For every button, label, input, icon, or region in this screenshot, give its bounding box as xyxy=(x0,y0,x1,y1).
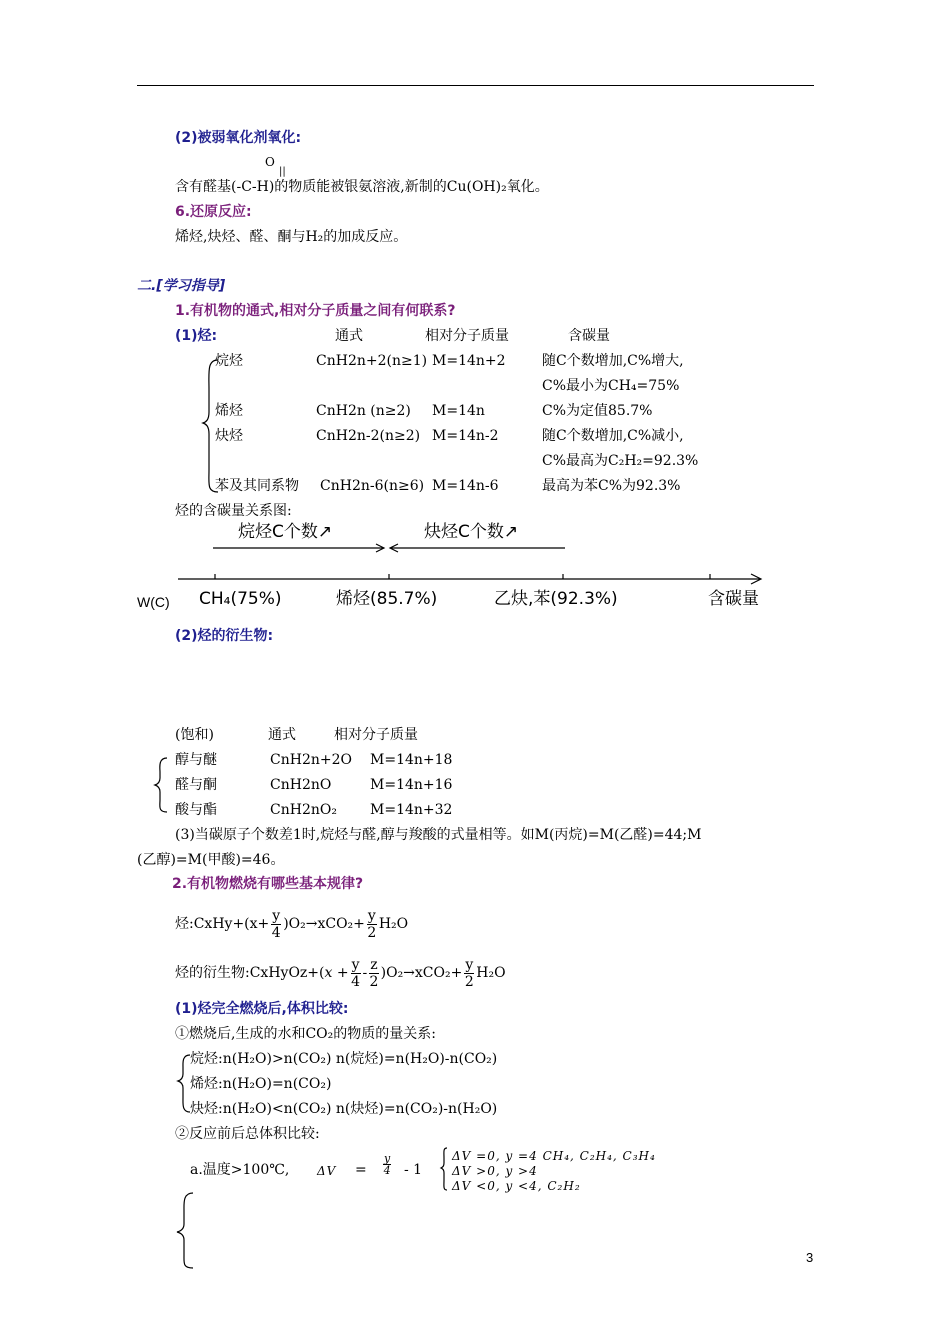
hc-eq-mid: )O₂→xCO₂+ xyxy=(283,916,365,932)
brace xyxy=(155,758,167,812)
deriv-name: 酸与酯 xyxy=(175,802,217,818)
q1-sub3-line1: (3)当碳原子个数差1时,烷烃与醛,醇与羧酸的式量相等。如M(丙烷)=M(乙醛)=44;M xyxy=(175,827,702,843)
tick-label: CH₄(75%) xyxy=(199,589,282,609)
brace xyxy=(178,1055,190,1112)
delta-equals: = xyxy=(355,1162,367,1178)
frac-den: 4 xyxy=(351,973,360,990)
delta-minus-one: - 1 xyxy=(404,1162,423,1178)
deriv-eq-x: x + xyxy=(324,965,349,981)
deriv-eq-minus: - xyxy=(362,965,368,981)
hc-carbon: 随C个数增加,C%增大, xyxy=(542,353,684,369)
hc-carbon2: C%最小为CH₄=75% xyxy=(542,378,680,394)
deriv-formula: CnH2nO₂ xyxy=(270,802,337,818)
deriv-name: 醛与酮 xyxy=(175,777,217,793)
q1-heading: 1.有机物的通式,相对分子质量之间有何联系? xyxy=(175,303,456,319)
tick-label: 乙炔,苯(92.3%) xyxy=(494,589,618,609)
hc-formula: CnH2n-6(n≥6) xyxy=(320,478,425,494)
water-co2-line: 烯烃:n(H₂O)=n(CO₂) xyxy=(190,1076,332,1092)
deriv-name: 醇与醚 xyxy=(175,752,217,768)
page-number: 3 xyxy=(806,1250,814,1265)
hc-mass: M=14n-2 xyxy=(432,428,499,444)
q2-heading: 2.有机物燃烧有哪些基本规律? xyxy=(172,876,364,892)
brace xyxy=(203,360,218,492)
col-mass: 相对分子质量 xyxy=(425,328,509,344)
q2-item2: ②反应前后总体积比较: xyxy=(175,1126,320,1142)
water-co2-line: 烷烃:n(H₂O)>n(CO₂) n(烷烃)=n(H₂O)-n(CO₂) xyxy=(190,1051,498,1067)
aldehyde-sentence: 含有醛基(-C-H)的物质能被银氨溶液,新制的Cu(OH)₂氧化。 xyxy=(175,179,549,195)
hc-name: 烷烃 xyxy=(215,353,243,369)
diagram-caption: 烃的含碳量关系图: xyxy=(175,503,292,519)
delta-case: ΔV >0, y >4 xyxy=(452,1164,538,1178)
aldehyde-oxygen: O xyxy=(265,155,275,169)
hc-carbon: 最高为苯C%为92.3% xyxy=(542,478,681,494)
col-carbon: 含碳量 xyxy=(568,328,610,344)
delta-case: ΔV =0, y =4 CH₄, C₂H₄, C₃H₄ xyxy=(452,1149,656,1163)
alkane-arrow-label: 烷烃C个数↗ xyxy=(238,522,333,542)
frac-num: y xyxy=(272,907,281,924)
hc-formula: CnH2n-2(n≥2) xyxy=(316,428,421,444)
col-formula: 通式 xyxy=(335,328,363,344)
water-co2-line: 炔烃:n(H₂O)<n(CO₂) n(炔烃)=n(CO₂)-n(H₂O) xyxy=(190,1101,498,1117)
frac-den: 2 xyxy=(369,973,379,990)
frac-den: 2 xyxy=(367,924,377,941)
deriv-formula: CnH2n+2O xyxy=(270,752,352,768)
tick-label: 含碳量 xyxy=(708,589,759,609)
deriv-mass: M=14n+32 xyxy=(370,802,453,818)
alkyne-arrow-label: 炔烃C个数↗ xyxy=(424,522,519,542)
frac-num: y xyxy=(351,956,360,973)
hc-formula: CnH2n (n≥2) xyxy=(316,403,411,419)
frac-num: z xyxy=(370,956,378,973)
brace xyxy=(441,1148,447,1190)
hc-name: 烯烃 xyxy=(215,403,243,419)
frac-den: 4 xyxy=(271,924,281,941)
hc-mass: M=14n+2 xyxy=(432,353,506,369)
frac-num: y xyxy=(465,956,474,973)
deriv-eq-mid: )O₂→xCO₂+ xyxy=(380,965,463,981)
tick-label: 烯烃(85.7%) xyxy=(336,589,438,609)
temp-prefix: a.温度>100℃, xyxy=(190,1162,290,1178)
hc-carbon: C%为定值85.7% xyxy=(542,403,653,419)
hc-carbon: 随C个数增加,C%减小, xyxy=(542,428,684,444)
deriv-header-mass: 相对分子质量 xyxy=(334,727,418,743)
s6-text: 烯烃,炔烃、醛、酮与H₂的加成反应。 xyxy=(175,229,408,245)
brace xyxy=(177,1193,193,1268)
deriv-header-saturated: (饱和) xyxy=(175,727,214,743)
delta-case: ΔV <0, y <4, C₂H₂ xyxy=(452,1179,581,1193)
frac-num: y xyxy=(367,907,376,924)
deriv-mass: M=14n+18 xyxy=(370,752,453,768)
q1-sub2: (2)烃的衍生物: xyxy=(175,628,274,644)
hc-formula: CnH2n+2(n≥1) xyxy=(316,353,428,369)
deriv-eq-prefix: 烃的衍生物:CxHyOz+( xyxy=(175,965,325,981)
deriv-eq-suffix: H₂O xyxy=(476,965,506,981)
section-title: 二.[学习指导] xyxy=(137,278,226,294)
axis-left-label: W(C) xyxy=(137,594,170,610)
frac-num: y xyxy=(384,1152,391,1165)
hc-mass: M=14n-6 xyxy=(432,478,499,494)
hc-carbon2: C%最高为C₂H₂=92.3% xyxy=(542,453,699,469)
hc-name: 炔烃 xyxy=(215,428,243,444)
q2-item1: ①燃烧后,生成的水和CO₂的物质的量关系: xyxy=(175,1026,436,1042)
deriv-header-formula: 通式 xyxy=(268,727,296,743)
q2-sub1: (1)烃完全燃烧后,体积比较: xyxy=(175,1001,349,1017)
s2-heading: (2)被弱氧化剂氧化: xyxy=(175,130,302,146)
q1-sub3-line2: (乙醇)=M(甲酸)=46。 xyxy=(137,852,285,868)
hc-eq-prefix: 烃:CxHy+(x+ xyxy=(175,916,270,932)
delta-v-symbol: ΔV xyxy=(317,1164,337,1178)
hc-mass: M=14n xyxy=(432,403,485,419)
deriv-mass: M=14n+16 xyxy=(370,777,453,793)
hc-name: 苯及其同系物 xyxy=(215,478,299,494)
s6-heading: 6.还原反应: xyxy=(175,204,252,220)
q1-sub1: (1)烃: xyxy=(175,328,218,344)
frac-den: 2 xyxy=(464,973,474,990)
hc-eq-suffix: H₂O xyxy=(378,916,409,932)
frac-den: 4 xyxy=(383,1164,391,1177)
deriv-formula: CnH2nO xyxy=(270,777,332,793)
aldehyde-double-bond: || xyxy=(279,166,286,177)
